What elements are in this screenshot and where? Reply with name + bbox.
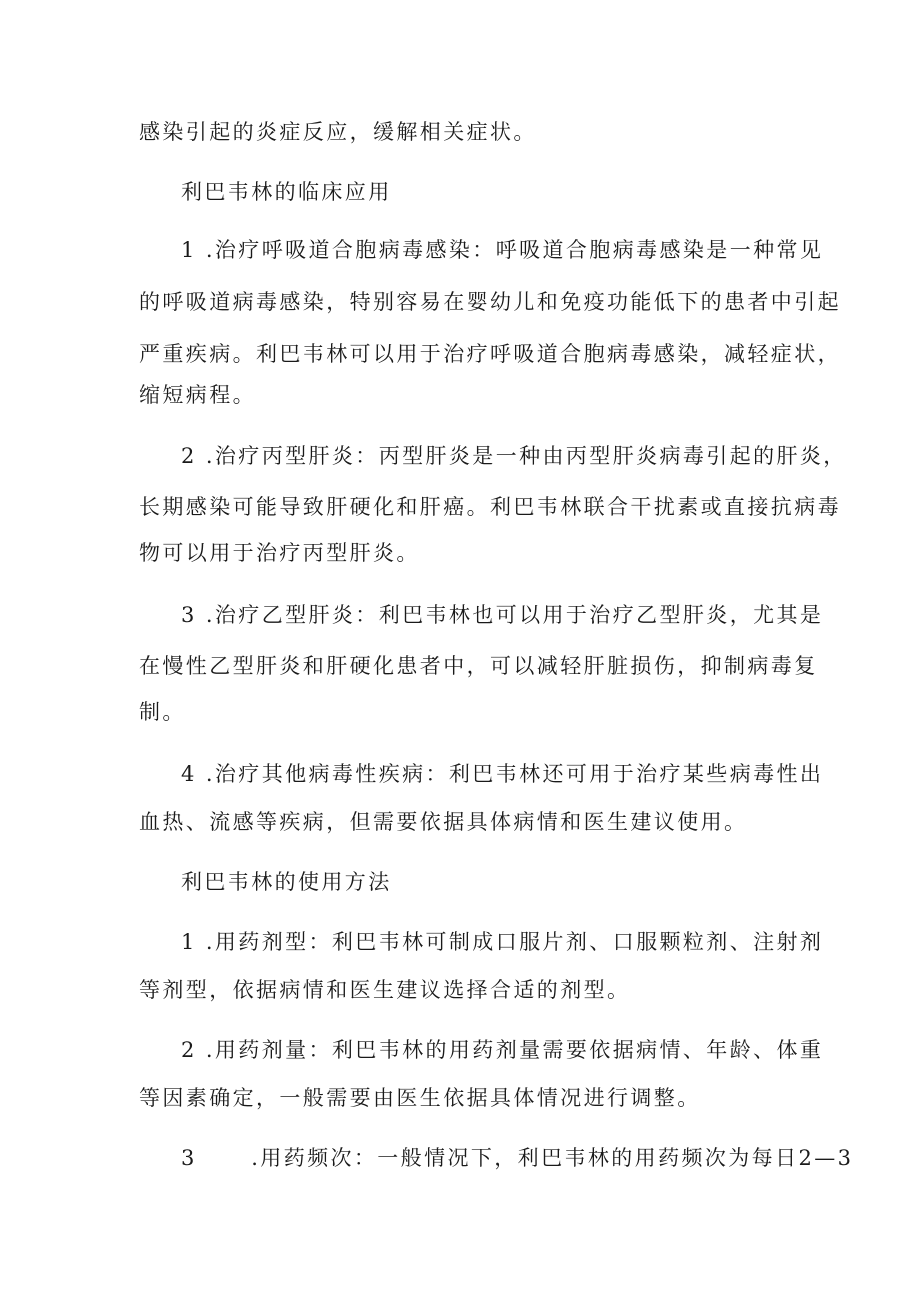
paragraph-line: 2 .用药剂量：利巴韦林的用药剂量需要依据病情、年龄、体重	[181, 1038, 824, 1062]
paragraph-line: 制。	[139, 700, 186, 724]
paragraph-line: 4 .治疗其他病毒性疾病：利巴韦林还可用于治疗某些病毒性出	[181, 762, 824, 786]
paragraph-line: 3 .治疗乙型肝炎：利巴韦林也可以用于治疗乙型肝炎，尤其是	[181, 603, 824, 627]
paragraph-line: 严重疾病。利巴韦林可以用于治疗呼吸道合胞病毒感染，减轻症状，	[139, 342, 841, 366]
paragraph-line: 1 .用药剂型：利巴韦林可制成口服片剂、口服颗粒剂、注射剂	[181, 930, 824, 954]
paragraph-line: 物可以用于治疗丙型肝炎。	[139, 541, 420, 565]
paragraph-line: 3 .用药频次：一般情况下，利巴韦林的用药频次为每日2—3	[181, 1146, 854, 1170]
section-heading-clinical-use: 利巴韦林的临床应用	[181, 180, 392, 204]
paragraph-line: 在慢性乙型肝炎和肝硬化患者中，可以减轻肝脏损伤，抑制病毒复	[139, 654, 818, 678]
paragraph-line: 感染引起的炎症反应，缓解相关症状。	[139, 120, 537, 144]
paragraph-line: 长期感染可能导致肝硬化和肝癌。利巴韦林联合干扰素或直接抗病毒	[139, 495, 841, 519]
paragraph-line: 的呼吸道病毒感染，特别容易在婴幼儿和免疫功能低下的患者中引起	[139, 290, 841, 314]
section-heading-usage-method: 利巴韦林的使用方法	[181, 870, 392, 894]
paragraph-line: 2 .治疗丙型肝炎：丙型肝炎是一种由丙型肝炎病毒引起的肝炎，	[181, 444, 847, 468]
paragraph-line: 等因素确定，一般需要由医生依据具体情况进行调整。	[139, 1086, 701, 1110]
paragraph-line: 缩短病程。	[139, 383, 256, 407]
paragraph-line: 血热、流感等疾病，但需要依据具体病情和医生建议使用。	[139, 810, 748, 834]
paragraph-line: 1 .治疗呼吸道合胞病毒感染：呼吸道合胞病毒感染是一种常见	[181, 238, 824, 262]
paragraph-line: 等剂型，依据病情和医生建议选择合适的剂型。	[139, 978, 631, 1002]
